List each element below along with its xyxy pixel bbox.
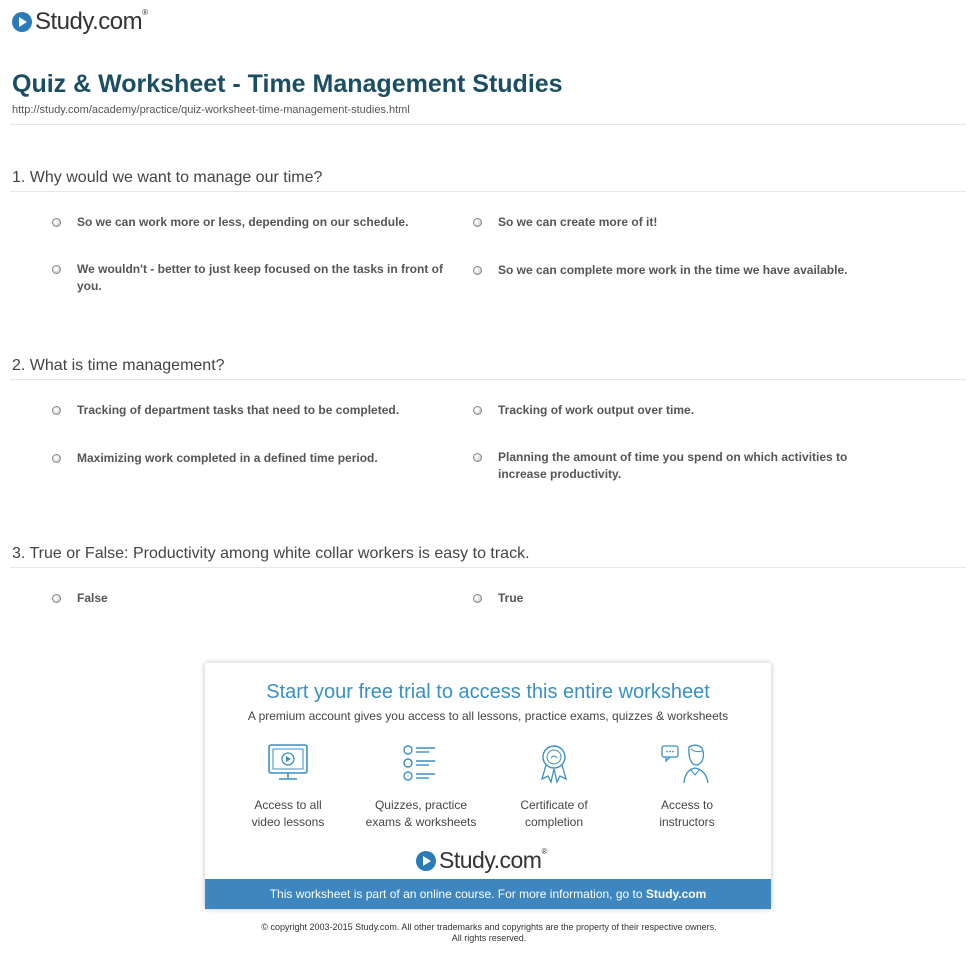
feature-label: Access to (660, 798, 714, 812)
divider (10, 567, 966, 568)
feature-label: completion (524, 815, 584, 829)
feature-label: instructors (659, 815, 715, 829)
answer-option[interactable] (473, 214, 883, 231)
feature-label: Certificate of (520, 798, 588, 812)
play-icon (416, 851, 436, 871)
answer-option[interactable] (52, 261, 462, 295)
divider (10, 379, 966, 380)
answer-text: Planning the amount of time you spend on which activities to increase productivity. (498, 450, 848, 481)
answer-option[interactable] (52, 450, 462, 467)
answer-option[interactable] (52, 402, 462, 419)
feature-label: Quizzes, practice (374, 798, 468, 812)
play-icon (12, 12, 32, 32)
answer-text: So we can work more or less, depending on our schedule. (77, 215, 409, 229)
video-lesson-icon (266, 743, 310, 785)
radio-button[interactable] (52, 406, 61, 415)
answer-option[interactable] (473, 262, 883, 279)
question-1: 1. Why would we want to manage our time? (12, 169, 323, 186)
quiz-list-icon (399, 743, 443, 785)
radio-button[interactable] (52, 218, 61, 227)
page-url: http://study.com/academy/practice/quiz-worksheet-time-management-studies.html (12, 104, 410, 116)
answer-option[interactable] (473, 402, 883, 419)
page-title: Quiz & Worksheet - Time Management Studies (12, 70, 563, 98)
logo-text: Study.com® (35, 8, 148, 35)
answer-text: Maximizing work completed in a defined time period. (77, 451, 378, 465)
feature-video-lessons (223, 743, 353, 831)
promo-subtitle: A premium account gives you access to all lessons, practice exams, quizzes & worksheets (247, 709, 729, 723)
radio-button[interactable] (52, 454, 61, 463)
radio-button[interactable] (473, 594, 482, 603)
question-2: 2. What is time management? (12, 357, 225, 374)
study-logo[interactable] (12, 8, 148, 36)
radio-button[interactable] (473, 453, 482, 462)
answer-option[interactable] (473, 590, 883, 607)
answer-text: So we can create more of it! (498, 215, 658, 229)
radio-button[interactable] (473, 266, 482, 275)
question-3: 3. True or False: Productivity among white collar workers is easy to track. (12, 545, 530, 562)
answer-text: We wouldn't - better to just keep focused on the tasks in front of you. (77, 262, 443, 293)
promo-title[interactable]: Start your free trial to access this entire worksheet (266, 681, 710, 703)
feature-label: exams & worksheets (365, 815, 477, 829)
answer-text: False (77, 591, 108, 605)
promo-info-bar (205, 879, 771, 909)
radio-button[interactable] (473, 406, 482, 415)
divider (10, 124, 966, 125)
answer-text: Tracking of work output over time. (498, 403, 695, 417)
feature-certificate (489, 743, 619, 831)
study-com-link[interactable]: Study.com (645, 887, 707, 901)
answer-option[interactable] (473, 449, 883, 483)
radio-button[interactable] (52, 594, 61, 603)
answer-text: So we can complete more work in the time we have available. (498, 263, 848, 277)
copyright-line: © copyright 2003-2015 Study.com. All other trademarks and copyrights are the property of their respective owners. (261, 922, 717, 932)
free-trial-promo (205, 663, 771, 909)
answer-option[interactable] (52, 590, 462, 607)
feature-label: video lessons (251, 815, 325, 829)
radio-button[interactable] (52, 265, 61, 274)
divider (10, 191, 966, 192)
answer-option[interactable] (52, 214, 462, 231)
copyright-line: All rights reserved. (451, 933, 527, 943)
radio-button[interactable] (473, 218, 482, 227)
promo-study-logo[interactable] (416, 847, 547, 874)
instructor-icon (660, 743, 714, 785)
feature-label: Access to all (254, 798, 322, 812)
promo-bar-text: This worksheet is part of an online course. For more information, go to (269, 887, 646, 901)
feature-instructors (622, 743, 752, 831)
certificate-icon (532, 743, 576, 785)
copyright-footer (0, 922, 978, 944)
logo-text: Study.com® (439, 847, 547, 873)
answer-text: True (498, 591, 524, 605)
answer-text: Tracking of department tasks that need to be completed. (77, 403, 400, 417)
feature-quizzes (356, 743, 486, 831)
